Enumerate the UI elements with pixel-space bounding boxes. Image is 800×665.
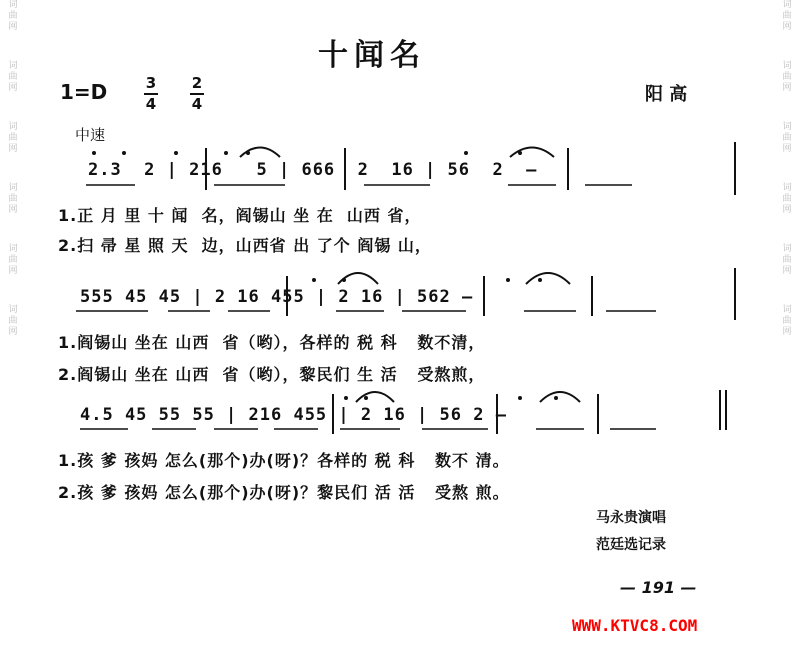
site-url-watermark: WWW.KTVC8.COM: [572, 616, 698, 635]
author: 阳 高: [645, 84, 688, 105]
octave-dot: [554, 396, 558, 400]
octave-dot: [518, 151, 522, 155]
octave-dot: [174, 151, 178, 155]
notes-line-2: 555 45 45 | 2 16 455 | 2 16 | 562 —: [80, 287, 474, 307]
lyrics-line-2-verse-1: 1.阎锡山 坐在 山西 省（哟），各样的 税 科 数不清，: [58, 333, 486, 352]
octave-dot: [344, 396, 348, 400]
right-watermark-strip: 词 曲 网 词 曲 网 词 曲 网 词 曲 网 词 曲 网 词 曲 网: [782, 0, 792, 337]
slur: [540, 392, 580, 402]
key-signature: 1=D: [60, 80, 108, 104]
octave-dot: [224, 151, 228, 155]
time-signature-bottom: 4: [145, 95, 157, 113]
octave-dot: [506, 278, 510, 282]
octave-dot: [246, 151, 250, 155]
credit-recorder: 范廷选记录: [596, 537, 666, 553]
page-number: — 191 —: [620, 578, 697, 597]
time-signature-bottom: 4: [191, 95, 203, 113]
notes-line-1: 2.3 2 | 216 5 | 666 2 16 | 56 2 —: [88, 160, 538, 180]
lyrics-line-3-verse-2: 2.孩 爹 孩妈 怎么(那个)办(呀)？黎民们 活 活 受熬 煎。: [58, 483, 510, 502]
octave-dot: [122, 151, 126, 155]
time-signature-top: 3: [145, 74, 157, 92]
octave-dot: [538, 278, 542, 282]
tempo-marking: 中速: [75, 126, 106, 144]
slur: [240, 148, 280, 158]
octave-dot: [464, 151, 468, 155]
slur: [356, 392, 394, 402]
octave-dot: [342, 278, 346, 282]
octave-dot: [312, 278, 316, 282]
octave-dot: [364, 396, 368, 400]
octave-dot: [92, 151, 96, 155]
slur: [510, 148, 554, 158]
lyrics-line-1-verse-1: 1.正 月 里 十 闻 名，阎锡山 坐 在 山西 省，: [58, 206, 422, 225]
lyrics-line-2-verse-2: 2.阎锡山 坐在 山西 省（哟），黎民们 生 活 受熬煎，: [58, 365, 486, 384]
song-title: 十闻名: [318, 38, 426, 73]
lyrics-line-3-verse-1: 1.孩 爹 孩妈 怎么(那个)办(呀)？各样的 税 科 数不 清。: [58, 451, 510, 470]
slur: [526, 273, 570, 284]
left-watermark-strip: 词 曲 网 词 曲 网 词 曲 网 词 曲 网 词 曲 网 词 曲 网: [8, 0, 18, 337]
credit-singer: 马永贵演唱: [596, 510, 666, 526]
octave-dot: [518, 396, 522, 400]
notes-line-3: 4.5 45 55 55 | 216 455 | 2 16 | 56 2 —: [80, 405, 507, 425]
time-signature-top: 2: [191, 74, 203, 92]
lyrics-line-1-verse-2: 2.扫 帚 星 照 天 边，山西省 出 了个 阎锡 山，: [58, 236, 432, 255]
